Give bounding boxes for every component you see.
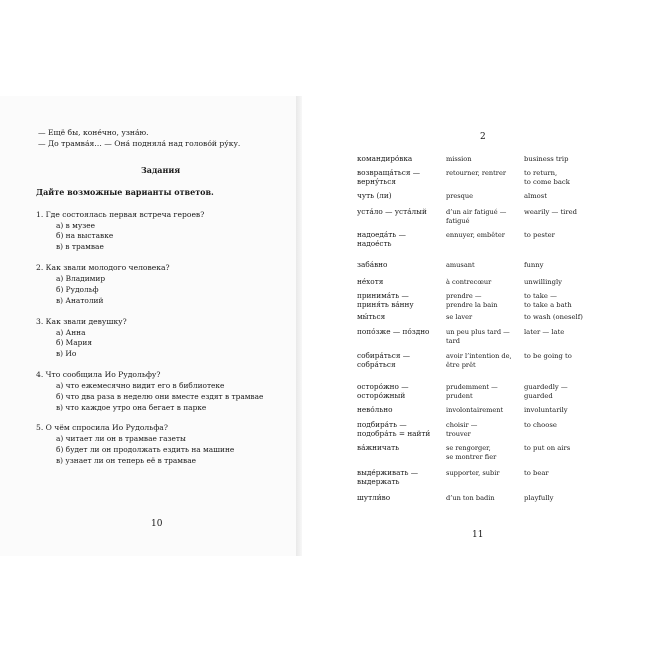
glossary-ru-text: чуть (ли)	[357, 191, 392, 200]
glossary-fr-text: prendre —	[446, 292, 482, 300]
glossary-ru-text: командиро́вка	[357, 154, 413, 163]
question: 4. Что сообщила Ио Рудольфу?	[36, 370, 161, 379]
answer-option: а) Анна	[56, 328, 86, 337]
glossary-en-text: later — late	[524, 328, 565, 336]
glossary-en-text: guarded	[524, 392, 553, 400]
tasks-heading: Задания	[141, 165, 181, 175]
glossary-fr-text: prudent	[446, 392, 473, 400]
glossary-ru-text: собра́ться	[357, 360, 396, 369]
answer-option: б) на выставке	[56, 231, 114, 240]
glossary-fr-text: presque	[446, 192, 474, 200]
glossary-fr-text: tard	[446, 337, 460, 345]
glossary-fr-text: être prêt	[446, 361, 476, 369]
dialogue-line: — Ещё бы, коне́чно, узна́ю.	[38, 128, 149, 137]
right-page	[302, 82, 655, 556]
glossary-en-text: almost	[524, 192, 547, 200]
answer-option: б) Мария	[56, 338, 92, 347]
answer-option: а) в музее	[56, 221, 96, 230]
dialogue-line: — До трамва́я… — Она́ подняла́ над голово́й ру́ку.	[38, 139, 241, 148]
glossary-ru-text: возвраща́ться —	[357, 168, 421, 177]
glossary-fr-text: prendre la bain	[446, 301, 498, 309]
glossary-fr-text: ennuyer, embêter	[446, 231, 505, 239]
glossary-en-text: business trip	[524, 155, 569, 163]
glossary-ru-text: нево́льно	[357, 405, 393, 414]
glossary-fr-text: involontairement	[446, 406, 504, 414]
glossary-ru-text: подбира́ть —	[357, 420, 407, 429]
glossary-fr-text: prudemment —	[446, 383, 498, 391]
glossary-en-text: to put on airs	[524, 444, 571, 452]
glossary-en-text: wearily — tired	[524, 208, 577, 216]
glossary-fr-text: mission	[446, 155, 472, 163]
answer-option: б) что два раза в неделю они вместе ездят в трамвае	[56, 392, 264, 401]
answer-option: а) Владимир	[56, 274, 106, 283]
tasks-instruction: Дайте возможные варианты ответов.	[36, 187, 214, 197]
glossary-ru-text: заба́вно	[357, 260, 388, 269]
glossary-fr-text: fatigué	[446, 217, 470, 225]
glossary-en-text: to bear	[524, 469, 549, 477]
glossary-ru-text: выдержать	[357, 477, 400, 486]
answer-option: в) Анатолий	[56, 296, 104, 305]
glossary-fr-text: d’un ton badin	[446, 494, 495, 502]
glossary-fr-text: se montrer fier	[446, 453, 497, 461]
glossary-en-text: to be going to	[524, 352, 572, 360]
glossary-fr-text: se laver	[446, 313, 473, 321]
glossary-ru-text: уста́ло — уста́лый	[357, 207, 427, 216]
glossary-ru-text: мы́ться	[357, 312, 386, 321]
answer-option: в) что каждое утро она бегает в парке	[56, 403, 207, 412]
glossary-ru-text: надое́сть	[357, 239, 392, 248]
glossary-ru-text: подобра́ть = найти́	[357, 429, 431, 438]
glossary-en-text: unwillingly	[524, 278, 563, 286]
glossary-fr-text: amusant	[446, 261, 475, 269]
page-number-left: 10	[151, 519, 163, 529]
glossary-ru-text: верну́ться	[357, 177, 396, 186]
glossary-en-text: to pester	[524, 231, 555, 239]
glossary-ru-text: шутли́во	[357, 493, 391, 502]
glossary-en-text: funny	[524, 261, 544, 269]
glossary-fr-text: à contrecœur	[446, 278, 492, 286]
glossary-en-text: guardedly —	[524, 383, 568, 391]
glossary-en-text: to choose	[524, 421, 557, 429]
glossary-en-text: to come back	[524, 178, 570, 186]
glossary-fr-text: d’un air fatigué —	[446, 208, 507, 216]
glossary-ru-text: выде́рживать —	[357, 468, 419, 477]
question: 5. О чём спросила Ио Рудольфа?	[36, 423, 168, 432]
answer-option: б) Рудольф	[56, 285, 99, 294]
glossary-en-text: to wash (oneself)	[524, 313, 583, 321]
glossary-fr-text: trouver	[446, 430, 471, 438]
glossary-ru-text: надоеда́ть —	[357, 230, 406, 239]
glossary-en-text: to return,	[524, 169, 558, 177]
glossary-en-text: to take a bath	[524, 301, 572, 309]
glossary-ru-text: приня́ть ва́нну	[357, 300, 414, 309]
question: 2. Как звали молодого человека?	[36, 263, 170, 272]
answer-option: а) читает ли он в трамвае газеты	[56, 434, 186, 443]
answer-option: в) Ио	[56, 349, 77, 358]
glossary-ru-text: собира́ться —	[357, 351, 411, 360]
answer-option: б) будет ли он продолжать ездить на машине	[56, 445, 235, 454]
glossary-ru-text: осторо́жно —	[357, 382, 409, 391]
glossary-fr-text: retourner, rentrer	[446, 169, 506, 177]
glossary-ru-text: не́хотя	[357, 277, 384, 286]
glossary-fr-text: avoir l’intention de,	[446, 352, 512, 360]
question: 1. Где состоялась первая встреча героев?	[36, 210, 205, 219]
glossary-ru-text: ва́жничать	[357, 443, 400, 452]
glossary-ru-text: принима́ть —	[357, 291, 409, 300]
answer-option: а) что ежемесячно видит его в библиотеке	[56, 381, 225, 390]
question: 3. Как звали девушку?	[36, 317, 127, 326]
answer-option: в) узнает ли он теперь её в трамвае	[56, 456, 196, 465]
glossary-en-text: involuntarily	[524, 406, 568, 414]
glossary-ru-text: попо́зже — по́здно	[357, 327, 430, 336]
page-number-right: 11	[472, 530, 484, 540]
glossary-fr-text: choisir —	[446, 421, 478, 429]
glossary-fr-text: un peu plus tard —	[446, 328, 510, 336]
answer-option: в) в трамвае	[56, 242, 104, 251]
glossary-en-text: to take —	[524, 292, 557, 300]
section-number: 2	[480, 132, 486, 142]
glossary-ru-text: осторо́жный	[357, 391, 406, 400]
glossary-fr-text: supporter, subir	[446, 469, 500, 477]
glossary-en-text: playfully	[524, 494, 554, 502]
glossary-fr-text: se rengorger,	[446, 444, 491, 452]
